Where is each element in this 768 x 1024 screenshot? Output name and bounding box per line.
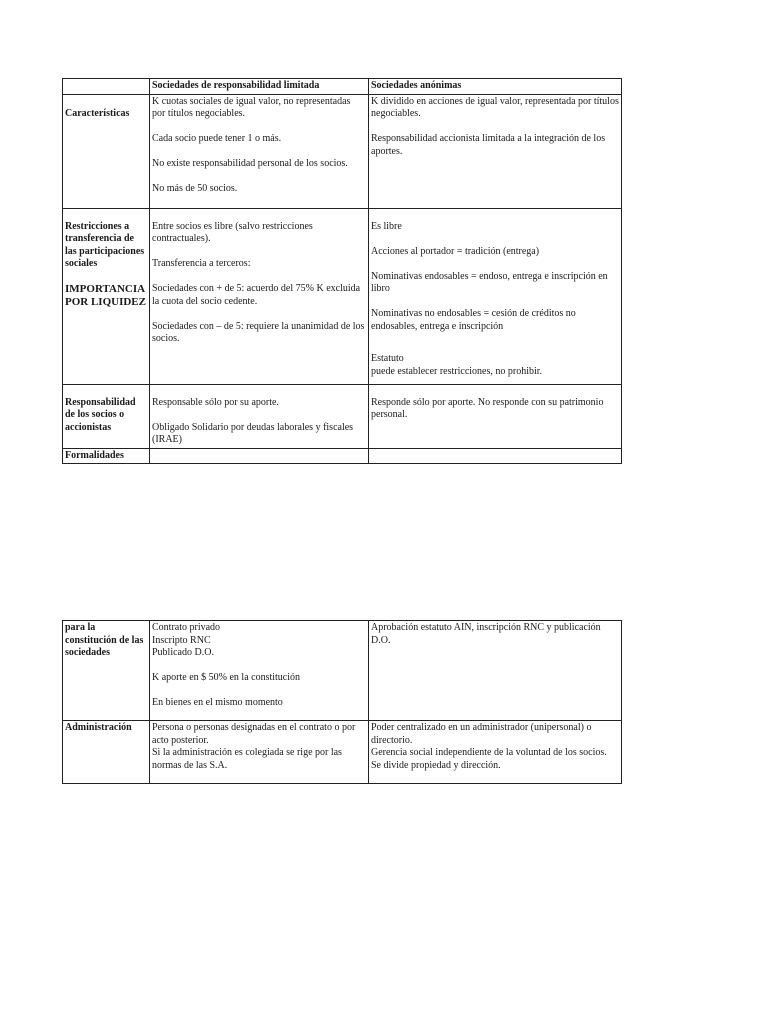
comparison-table-top [62, 78, 622, 464]
label-text: Formalidades [65, 449, 124, 461]
row-formalidades [63, 448, 622, 464]
cell-text: Gerencia social independiente de la voluntad de los socios. Se divide propiedad y dirección. [371, 747, 607, 771]
cell-sa-responsabilidad [369, 384, 622, 448]
cell-text: Es libre [371, 220, 402, 232]
cell-text: Nominativas no endosables = cesión de créditos no endosables, entrega e inscripción [371, 308, 576, 332]
cell-sa-constitucion [369, 621, 622, 721]
row-restricciones [63, 208, 622, 384]
cell-text: Poder centralizado en un administrador (unipersonal) o directorio. [371, 722, 592, 746]
cell-srl-administracion [150, 721, 369, 784]
label-text: Administración [65, 722, 132, 733]
cell-text: Inscripto RNC [152, 634, 211, 646]
cell-text: No más de 50 socios. [152, 183, 238, 194]
label-emphasis: IMPORTANCIA POR LIQUIDEZ [65, 282, 146, 308]
cell-text: Contrato privado [152, 622, 221, 633]
cell-text: Responsabilidad accionista limitada a la integración de los aportes. [371, 133, 606, 157]
cell-sa-administracion [369, 721, 622, 784]
cell-text: Persona o personas designadas en el contrato o por acto posterior. [152, 722, 356, 746]
header-cell-srl: Sociedades de responsabilidad limitada [150, 79, 369, 95]
cell-text: Cada socio puede tener 1 o más. [152, 133, 282, 144]
cell-text: Sociedades con – de 5: requiere la unanimidad de los socios. [152, 320, 365, 344]
cell-text: Responde sólo por aporte. No responde con su patrimonio personal. [371, 396, 604, 420]
cell-sa-formalidades [369, 448, 622, 464]
row-caracteristicas [63, 94, 622, 208]
row-label-restricciones [63, 208, 150, 384]
cell-text: Entre socios es libre (salvo restricciones contractuales). [152, 220, 313, 244]
row-label-responsabilidad [63, 384, 150, 448]
label-text: Responsabilidad de los socios o accionistas [65, 396, 136, 433]
header-cell-sa: Sociedades anónimas [369, 79, 622, 95]
row-label-caracteristicas [63, 94, 150, 208]
row-label-formalidades [63, 448, 150, 464]
label-text: Restricciones a transferencia de las participaciones sociales [65, 220, 145, 269]
row-administracion [63, 721, 622, 784]
label-text: Características [65, 107, 130, 119]
cell-text: K cuotas sociales de igual valor, no representadas por títulos negociables. [152, 95, 351, 119]
header-row [63, 79, 622, 95]
cell-text: Si la administración es colegiada se rige por las normas de las S.A. [152, 747, 342, 771]
cell-text: Responsable sólo por su aporte. [152, 396, 279, 408]
cell-text: K dividido en acciones de igual valor, representada por títulos negociables. [371, 95, 619, 119]
cell-text: Estatuto [371, 353, 404, 364]
row-label-constitucion [63, 621, 150, 721]
row-responsabilidad [63, 384, 622, 448]
cell-srl-constitucion [150, 621, 369, 721]
row-constitucion [63, 621, 622, 721]
cell-srl-formalidades [150, 448, 369, 464]
cell-sa-caracteristicas [369, 94, 622, 208]
cell-srl-caracteristicas [150, 94, 369, 208]
cell-text: No existe responsabilidad personal de los socios. [152, 158, 348, 169]
cell-text: puede establecer restricciones, no prohibir. [371, 365, 543, 377]
header-cell-empty [63, 79, 150, 95]
cell-text: Sociedades con + de 5: acuerdo del 75% K excluida la cuota del socio cedente. [152, 283, 361, 307]
cell-text: En bienes en el mismo momento [152, 697, 283, 708]
cell-text: Nominativas endosables = endoso, entrega e inscripción en libro [371, 270, 608, 294]
comparison-table-bottom [62, 620, 622, 784]
cell-text: Transferencia a terceros: [152, 258, 251, 269]
cell-text: Obligado Solidario por deudas laborales y fiscales (IRAE) [152, 421, 354, 445]
cell-srl-restricciones [150, 208, 369, 384]
cell-srl-responsabilidad [150, 384, 369, 448]
cell-sa-restricciones [369, 208, 622, 384]
label-text: para la constitución de las sociedades [65, 622, 144, 658]
cell-text: Aprobación estatuto AIN, inscripción RNC y publicación D.O. [371, 622, 601, 646]
cell-text: Acciones al portador = tradición (entrega) [371, 245, 540, 257]
cell-text: Publicado D.O. [152, 647, 214, 658]
row-label-administracion [63, 721, 150, 784]
cell-text: K aporte en $ 50% en la constitución [152, 672, 301, 683]
